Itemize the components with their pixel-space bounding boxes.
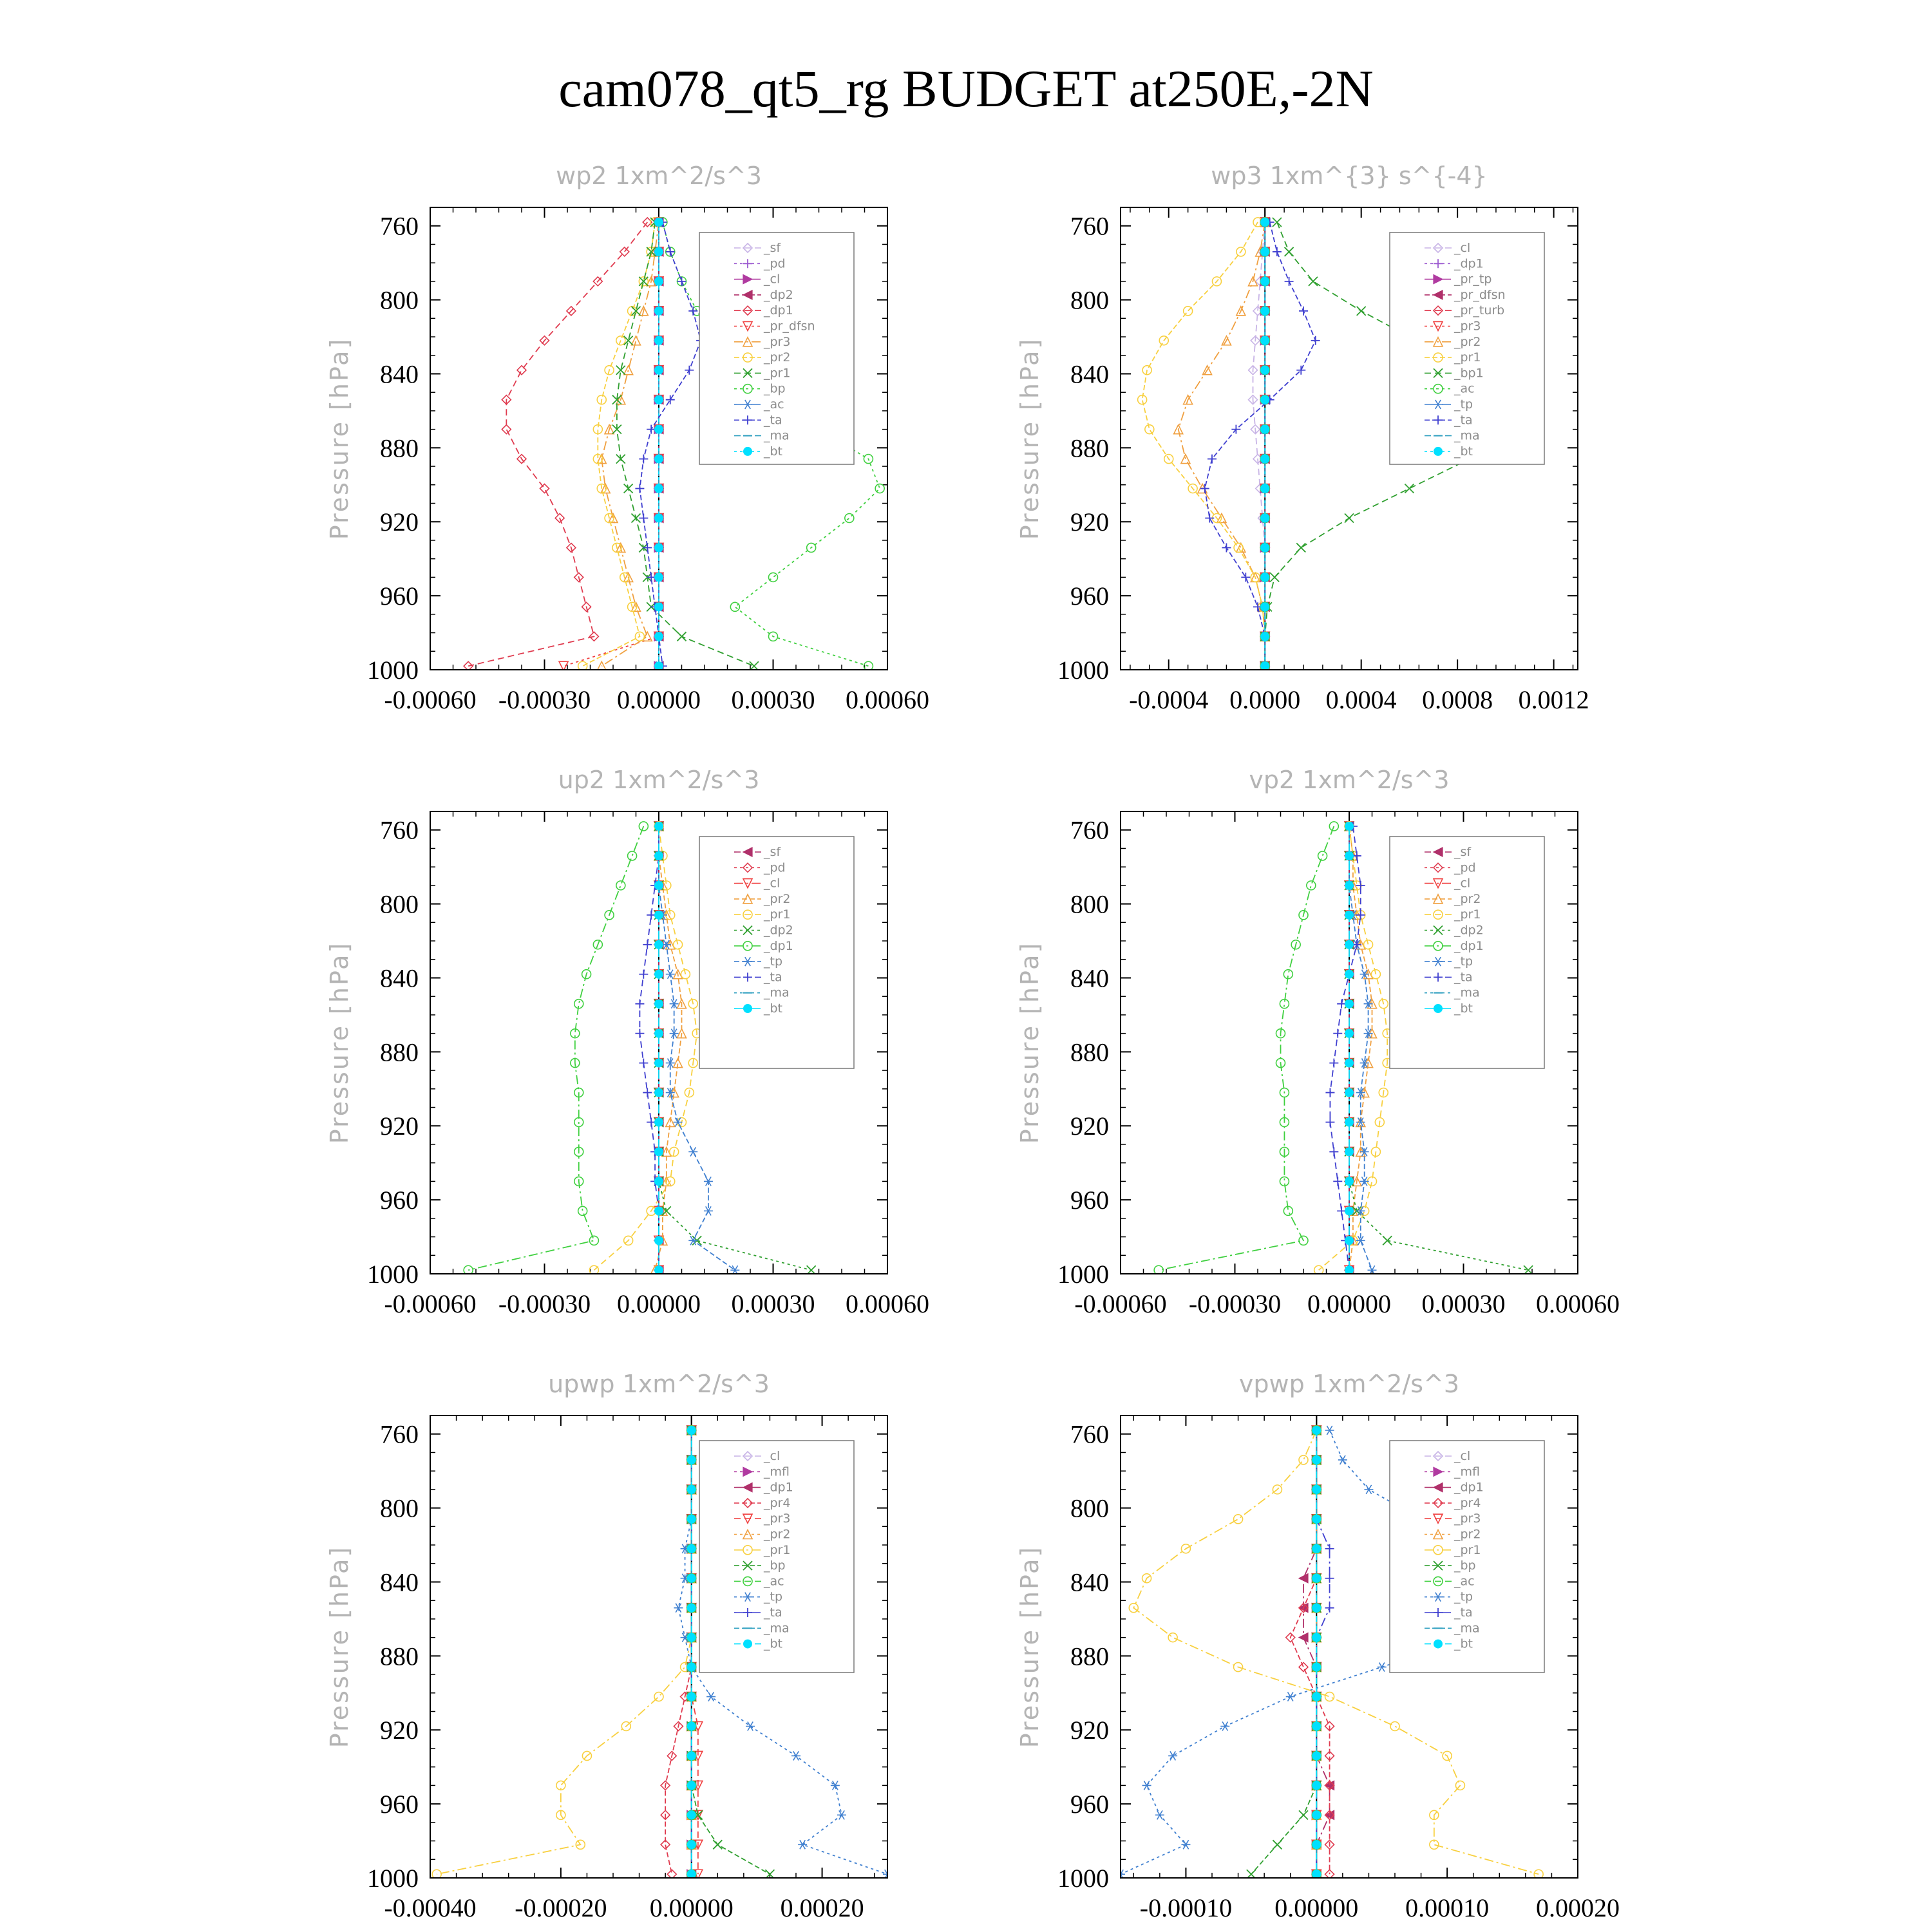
legend-label: _ma: [764, 428, 790, 443]
data-point: [1312, 1515, 1321, 1524]
legend: [1390, 1441, 1544, 1672]
legend-label: _mfl: [1454, 1464, 1480, 1479]
legend-label: _cl: [764, 876, 781, 891]
data-point: [1345, 1059, 1354, 1068]
data-point: [1312, 1544, 1321, 1553]
legend-label: _ac: [1454, 381, 1475, 396]
x-tick-label: -0.00010: [1139, 1893, 1233, 1922]
legend-label: _pr3: [1454, 319, 1481, 334]
y-tick-label: 880: [380, 1037, 419, 1067]
legend-label: _ac: [764, 397, 784, 412]
x-tick-label: 0.00030: [731, 685, 815, 714]
data-point: [1345, 881, 1354, 890]
data-point: [654, 395, 663, 404]
panel-title: upwp 1xm^2/s^3: [548, 1370, 770, 1398]
data-point: [654, 970, 663, 979]
legend-label: _pr1: [764, 907, 791, 922]
legend-label: _tp: [1454, 397, 1473, 412]
y-tick-label: 880: [380, 1642, 419, 1671]
legend-label: _sf: [764, 845, 781, 859]
data-point: [1260, 455, 1269, 464]
data-point: [654, 277, 663, 286]
x-tick-label: 0.00060: [846, 1289, 929, 1318]
data-point: [1260, 395, 1269, 404]
legend-label: _pr1: [764, 366, 791, 381]
data-point: [1260, 573, 1269, 582]
y-tick-label: 760: [380, 815, 419, 845]
legend-label: _cl: [1454, 241, 1471, 255]
y-tick-label: 960: [380, 582, 419, 611]
data-point: [687, 1455, 696, 1464]
y-tick-label: 880: [380, 433, 419, 463]
legend-label: _pd: [764, 860, 786, 875]
x-tick-label: 0.00000: [617, 685, 701, 714]
legend-label: _bt: [764, 1636, 783, 1651]
legend-label: _pr3: [764, 1511, 791, 1526]
data-point: [1260, 336, 1269, 345]
legend-label: _dp1: [1454, 1480, 1484, 1495]
data-point: [687, 1515, 696, 1524]
data-point: [1312, 1663, 1321, 1672]
data-point: [1260, 307, 1269, 316]
y-axis-label: Pressure [hPa]: [325, 941, 354, 1144]
y-tick-label: 840: [380, 359, 419, 389]
panel-title: wp2 1xm^2/s^3: [556, 162, 762, 190]
y-tick-label: 960: [1070, 582, 1109, 611]
legend-label: _dp2: [764, 287, 793, 302]
legend-label: _bp: [764, 1558, 786, 1573]
y-tick-label: 840: [380, 963, 419, 993]
data-point: [687, 1663, 696, 1672]
data-point: [654, 484, 663, 493]
x-tick-label: 0.00000: [649, 1893, 734, 1922]
y-tick-label: 800: [380, 1493, 419, 1523]
x-tick-label: 0.00020: [1536, 1893, 1620, 1922]
legend-label: _bp: [764, 381, 786, 396]
y-tick-label: 1000: [1057, 1864, 1109, 1893]
legend-label: _cl: [1454, 1449, 1471, 1463]
legend-label: _pr_turb: [1454, 303, 1505, 318]
data-point: [1312, 1455, 1321, 1464]
data-point: [1260, 484, 1269, 493]
data-point: [1312, 1721, 1321, 1730]
legend-label: _pr2: [1454, 1527, 1481, 1542]
legend-label: _bt: [764, 444, 783, 459]
data-point: [654, 1177, 663, 1186]
x-tick-label: -0.0004: [1129, 685, 1209, 714]
legend-label: _pr1: [764, 1542, 791, 1557]
y-tick-label: 1000: [1057, 656, 1109, 685]
x-tick-label: -0.00030: [498, 685, 591, 714]
data-point: [687, 1781, 696, 1790]
legend-marker: [1434, 447, 1443, 456]
legend-label: _ta: [1454, 413, 1473, 428]
legend-label: _pr2: [764, 1527, 791, 1542]
legend-label: _tp: [1454, 1589, 1473, 1604]
data-point: [1345, 1236, 1354, 1245]
data-point: [1260, 218, 1269, 227]
x-tick-label: 0.0008: [1422, 685, 1493, 714]
legend-label: _bp: [1454, 1558, 1476, 1573]
data-point: [654, 455, 663, 464]
legend-label: _pr_dfsn: [1454, 287, 1506, 302]
legend-label: _pr2: [1454, 891, 1481, 906]
legend-label: _dp1: [764, 303, 793, 318]
data-point: [1260, 247, 1269, 256]
legend-label: _bt: [1454, 1636, 1473, 1651]
y-tick-label: 1000: [367, 656, 419, 685]
data-point: [1260, 425, 1269, 434]
x-tick-label: 0.0012: [1518, 685, 1589, 714]
data-point: [654, 1206, 663, 1215]
x-tick-label: -0.00030: [1188, 1289, 1282, 1318]
data-point: [1260, 277, 1269, 286]
data-point: [1345, 851, 1354, 860]
legend-marker: [743, 447, 752, 456]
x-tick-label: 0.00060: [846, 685, 929, 714]
data-point: [1345, 999, 1354, 1009]
data-point: [654, 999, 663, 1009]
legend-label: _dp2: [1454, 923, 1484, 938]
data-point: [654, 1088, 663, 1097]
data-point: [654, 573, 663, 582]
data-point: [654, 425, 663, 434]
data-point: [654, 1059, 663, 1068]
y-tick-label: 960: [1070, 1790, 1109, 1819]
y-tick-label: 920: [380, 1112, 419, 1141]
data-point: [654, 1147, 663, 1156]
y-tick-label: 1000: [367, 1864, 419, 1893]
data-point: [1345, 970, 1354, 979]
y-tick-label: 840: [1070, 359, 1109, 389]
legend-label: _bp1: [1454, 366, 1484, 381]
y-tick-label: 880: [1070, 1642, 1109, 1671]
data-point: [654, 1117, 663, 1126]
figure-title: cam078_qt5_rg BUDGET at250E,-2N: [558, 59, 1374, 118]
data-point: [1312, 1840, 1321, 1849]
legend-label: _cl: [764, 272, 781, 287]
legend-label: _pr1: [1454, 1542, 1481, 1557]
y-tick-label: 920: [380, 507, 419, 537]
y-tick-label: 920: [1070, 507, 1109, 537]
panel-title: vp2 1xm^2/s^3: [1249, 766, 1450, 794]
data-point: [654, 940, 663, 949]
data-point: [1312, 1692, 1321, 1701]
legend: [1390, 837, 1544, 1068]
y-axis-label: Pressure [hPa]: [325, 1545, 354, 1748]
x-tick-label: -0.00060: [384, 685, 477, 714]
y-tick-label: 960: [1070, 1186, 1109, 1215]
y-tick-label: 760: [1070, 211, 1109, 241]
data-point: [1312, 1574, 1321, 1583]
legend-label: _pr2: [764, 350, 791, 365]
x-tick-label: 0.00060: [1536, 1289, 1620, 1318]
legend-marker: [1434, 1640, 1443, 1649]
y-tick-label: 760: [1070, 815, 1109, 845]
data-point: [654, 1029, 663, 1038]
legend-label: _pr4: [764, 1495, 791, 1510]
y-tick-label: 1000: [367, 1260, 419, 1289]
data-point: [654, 911, 663, 920]
legend-label: _bt: [1454, 1001, 1473, 1016]
x-tick-label: -0.00020: [515, 1893, 607, 1922]
legend-label: _dp1: [1454, 938, 1484, 953]
legend-label: _pr1: [1454, 907, 1481, 922]
data-point: [654, 632, 663, 641]
legend: [699, 1441, 854, 1672]
y-axis-label: Pressure [hPa]: [1016, 941, 1044, 1144]
data-point: [1345, 1088, 1354, 1097]
x-tick-label: 0.0000: [1229, 685, 1301, 714]
legend-label: _bt: [764, 1001, 783, 1016]
x-tick-label: 0.00000: [617, 1289, 701, 1318]
legend-label: _pr_tp: [1454, 272, 1492, 287]
x-tick-label: 0.00000: [1307, 1289, 1391, 1318]
x-tick-label: 0.0004: [1325, 685, 1397, 714]
legend-label: _sf: [1454, 845, 1472, 859]
y-tick-label: 800: [1070, 1493, 1109, 1523]
y-tick-label: 880: [1070, 1037, 1109, 1067]
data-point: [654, 218, 663, 227]
y-tick-label: 840: [1070, 963, 1109, 993]
data-point: [1345, 822, 1354, 831]
data-point: [1312, 1751, 1321, 1760]
data-point: [654, 247, 663, 256]
legend-label: _ma: [764, 985, 790, 1000]
legend-marker: [1434, 1004, 1443, 1013]
x-tick-label: 0.00020: [780, 1893, 864, 1922]
data-point: [1260, 632, 1269, 641]
data-point: [687, 1721, 696, 1730]
legend-label: _sf: [764, 241, 781, 255]
y-axis-label: Pressure [hPa]: [1016, 337, 1044, 540]
data-point: [1345, 1206, 1354, 1215]
data-point: [1312, 1426, 1321, 1435]
y-tick-label: 800: [1070, 889, 1109, 919]
legend-label: _cl: [1454, 876, 1471, 891]
y-tick-label: 1000: [1057, 1260, 1109, 1289]
legend-marker: [743, 1640, 752, 1649]
data-point: [654, 851, 663, 860]
legend-marker: [743, 1004, 752, 1013]
data-point: [654, 1236, 663, 1245]
legend-label: _dp1: [764, 938, 793, 953]
x-tick-label: 0.00010: [1405, 1893, 1490, 1922]
data-point: [687, 1633, 696, 1642]
data-point: [1345, 1117, 1354, 1126]
data-point: [1260, 513, 1269, 522]
data-point: [687, 1426, 696, 1435]
panel-title: up2 1xm^2/s^3: [558, 766, 760, 794]
data-point: [1312, 1485, 1321, 1494]
data-point: [1260, 366, 1269, 375]
legend-label: _ac: [764, 1574, 784, 1589]
x-tick-label: 0.00030: [1421, 1289, 1506, 1318]
data-point: [654, 881, 663, 890]
y-tick-label: 920: [1070, 1112, 1109, 1141]
data-point: [1260, 543, 1269, 552]
data-point: [687, 1574, 696, 1583]
x-tick-label: -0.00060: [1074, 1289, 1167, 1318]
data-point: [654, 336, 663, 345]
data-point: [654, 602, 663, 611]
legend-label: _ma: [1454, 985, 1480, 1000]
data-point: [687, 1604, 696, 1613]
x-tick-label: -0.00040: [384, 1893, 477, 1922]
y-tick-label: 760: [380, 1419, 419, 1449]
legend-label: _dp2: [764, 923, 793, 938]
legend-label: _tp: [764, 1589, 783, 1604]
data-point: [654, 366, 663, 375]
y-tick-label: 840: [1070, 1567, 1109, 1597]
legend-label: _pr2: [1454, 334, 1481, 349]
data-point: [687, 1751, 696, 1760]
legend-label: _tp: [764, 954, 783, 969]
data-point: [1312, 1604, 1321, 1613]
legend-label: _bt: [1454, 444, 1473, 459]
legend-label: _ma: [1454, 428, 1480, 443]
legend-label: _pr3: [764, 334, 791, 349]
data-point: [1345, 1177, 1354, 1186]
data-point: [654, 543, 663, 552]
legend: [699, 232, 854, 464]
y-tick-label: 800: [380, 889, 419, 919]
legend: [1390, 232, 1544, 464]
data-point: [687, 1840, 696, 1849]
y-tick-label: 920: [380, 1716, 419, 1745]
data-point: [687, 1692, 696, 1701]
data-point: [1312, 1781, 1321, 1790]
legend-label: _ma: [1454, 1621, 1480, 1636]
legend-label: _ma: [764, 1621, 790, 1636]
data-point: [1312, 1633, 1321, 1642]
x-tick-label: 0.00000: [1274, 1893, 1359, 1922]
y-axis-label: Pressure [hPa]: [325, 337, 354, 540]
legend-label: _ta: [764, 413, 782, 428]
legend-label: _dp1: [764, 1480, 793, 1495]
data-point: [1345, 1029, 1354, 1038]
x-tick-label: -0.00060: [384, 1289, 477, 1318]
legend-label: _cl: [764, 1449, 781, 1463]
x-tick-label: 0.00030: [731, 1289, 815, 1318]
data-point: [1345, 911, 1354, 920]
x-tick-label: -0.00030: [498, 1289, 591, 1318]
legend-label: _pd: [1454, 860, 1476, 875]
data-point: [654, 307, 663, 316]
data-point: [687, 1485, 696, 1494]
panel-title: wp3 1xm^{3} s^{-4}: [1211, 162, 1488, 190]
y-axis-label: Pressure [hPa]: [1016, 1545, 1044, 1748]
data-point: [1345, 1147, 1354, 1156]
y-tick-label: 800: [380, 285, 419, 315]
legend-label: _ac: [1454, 1574, 1475, 1589]
y-tick-label: 960: [380, 1790, 419, 1819]
legend-label: _pd: [764, 256, 786, 271]
data-point: [687, 1544, 696, 1553]
y-tick-label: 960: [380, 1186, 419, 1215]
legend-label: _ta: [1454, 1605, 1473, 1620]
y-tick-label: 800: [1070, 285, 1109, 315]
y-tick-label: 760: [380, 211, 419, 241]
legend-label: _mfl: [764, 1464, 790, 1479]
y-tick-label: 760: [1070, 1419, 1109, 1449]
legend-label: _dp1: [1454, 256, 1484, 271]
data-point: [1345, 940, 1354, 949]
data-point: [687, 1810, 696, 1819]
legend: [699, 837, 854, 1068]
legend-label: _pr2: [764, 891, 791, 906]
legend-label: _pr4: [1454, 1495, 1481, 1510]
y-tick-label: 920: [1070, 1716, 1109, 1745]
y-tick-label: 880: [1070, 433, 1109, 463]
panel-title: vpwp 1xm^2/s^3: [1238, 1370, 1460, 1398]
legend-label: _tp: [1454, 954, 1473, 969]
legend-label: _pr1: [1454, 350, 1481, 365]
y-tick-label: 840: [380, 1567, 419, 1597]
data-point: [1312, 1810, 1321, 1819]
legend-label: _ta: [764, 1605, 782, 1620]
legend-label: _pr_dfsn: [764, 319, 815, 334]
legend-label: _ta: [1454, 970, 1473, 985]
data-point: [654, 822, 663, 831]
data-point: [1260, 602, 1269, 611]
data-point: [654, 513, 663, 522]
legend-label: _ta: [764, 970, 782, 985]
legend-label: _pr3: [1454, 1511, 1481, 1526]
